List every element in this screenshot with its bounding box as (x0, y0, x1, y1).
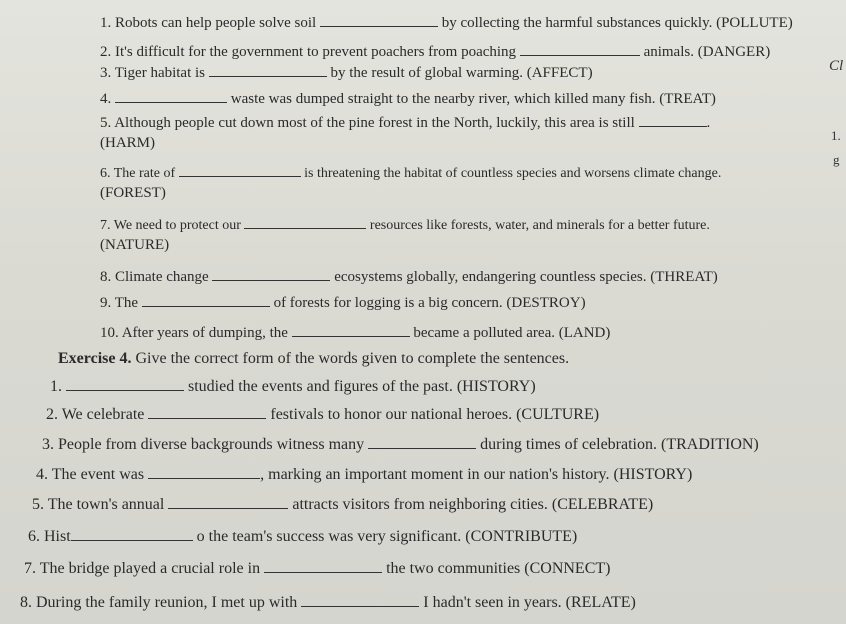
ex3-item-10: 10. After years of dumping, the became a polluted area. (LAND) (100, 322, 610, 342)
ex4-item-2: 2. We celebrate festivals to honor our national heroes. (CULTURE) (46, 406, 600, 423)
ex3-item-5-word: (HARM) (100, 135, 155, 151)
answer-blank[interactable] (320, 12, 438, 27)
answer-blank[interactable] (264, 558, 382, 573)
ex3-item-4: 4. waste was dumped straight to the nearby river, which killed many fish. (TREAT) (100, 88, 716, 108)
answer-blank[interactable] (148, 404, 266, 419)
ex4-item-3: 3. People from diverse backgrounds witness many during times of celebration. (TRADITION) (42, 436, 759, 453)
ex4-item-4: 4. The event was , marking an important moment in our nation's history. (HISTORY) (36, 466, 693, 483)
answer-blank[interactable] (244, 214, 366, 229)
ex3-item-8: 8. Climate change ecosystems globally, endangering countless species. (THREAT) (100, 266, 718, 286)
ex3-item-6-word: (FOREST) (100, 185, 166, 201)
answer-blank[interactable] (179, 162, 301, 177)
answer-blank[interactable] (520, 41, 640, 56)
margin-fragment: Cl (829, 58, 844, 74)
answer-blank[interactable] (301, 592, 419, 607)
margin-fragment: 1. (831, 128, 841, 143)
ex3-item-7: 7. We need to protect our resources like forests, water, and minerals for a better future. (100, 214, 710, 235)
ex4-item-6: 6. Hist o the team's success was very significant. (CONTRIBUTE) (28, 528, 578, 545)
margin-fragment: g (833, 152, 840, 167)
answer-blank[interactable] (168, 494, 288, 509)
ex4-item-5: 5. The town's annual attracts visitors from neighboring cities. (CELEBRATE) (32, 496, 654, 513)
ex4-item-7: 7. The bridge played a crucial role in the two communities (CONNECT) (24, 560, 611, 577)
answer-blank[interactable] (71, 526, 193, 541)
exercise-4-heading: Exercise 4. Give the correct form of the words given to complete the sentences. (58, 350, 570, 367)
answer-blank[interactable] (115, 88, 227, 103)
ex4-item-1: 1. studied the events and figures of the past. (HISTORY) (50, 378, 536, 395)
answer-blank[interactable] (368, 434, 476, 449)
answer-blank[interactable] (212, 266, 330, 281)
answer-blank[interactable] (66, 376, 184, 391)
ex3-item-9: 9. The of forests for logging is a big concern. (DESTROY) (100, 292, 586, 312)
answer-blank[interactable] (209, 62, 327, 77)
answer-blank[interactable] (292, 322, 410, 337)
ex3-item-3: 3. Tiger habitat is by the result of global warming. (AFFECT) (100, 62, 593, 82)
answer-blank[interactable] (142, 292, 270, 307)
answer-blank[interactable] (639, 112, 707, 127)
ex3-item-6: 6. The rate of is threatening the habitat of countless species and worsens climate change. (100, 162, 721, 183)
ex3-item-1: 1. Robots can help people solve soil by collecting the harmful substances quickly. (POLLUTE) (100, 12, 793, 32)
ex3-item-5: 5. Although people cut down most of the pine forest in the North, luckily, this area is still . (100, 112, 710, 132)
ex3-item-2: 2. It's difficult for the government to prevent poachers from poaching animals. (DANGER) (100, 41, 770, 61)
ex3-item-7-word: (NATURE) (100, 237, 170, 253)
answer-blank[interactable] (148, 464, 260, 479)
ex4-item-8: 8. During the family reunion, I met up with I hadn't seen in years. (RELATE) (20, 594, 636, 611)
